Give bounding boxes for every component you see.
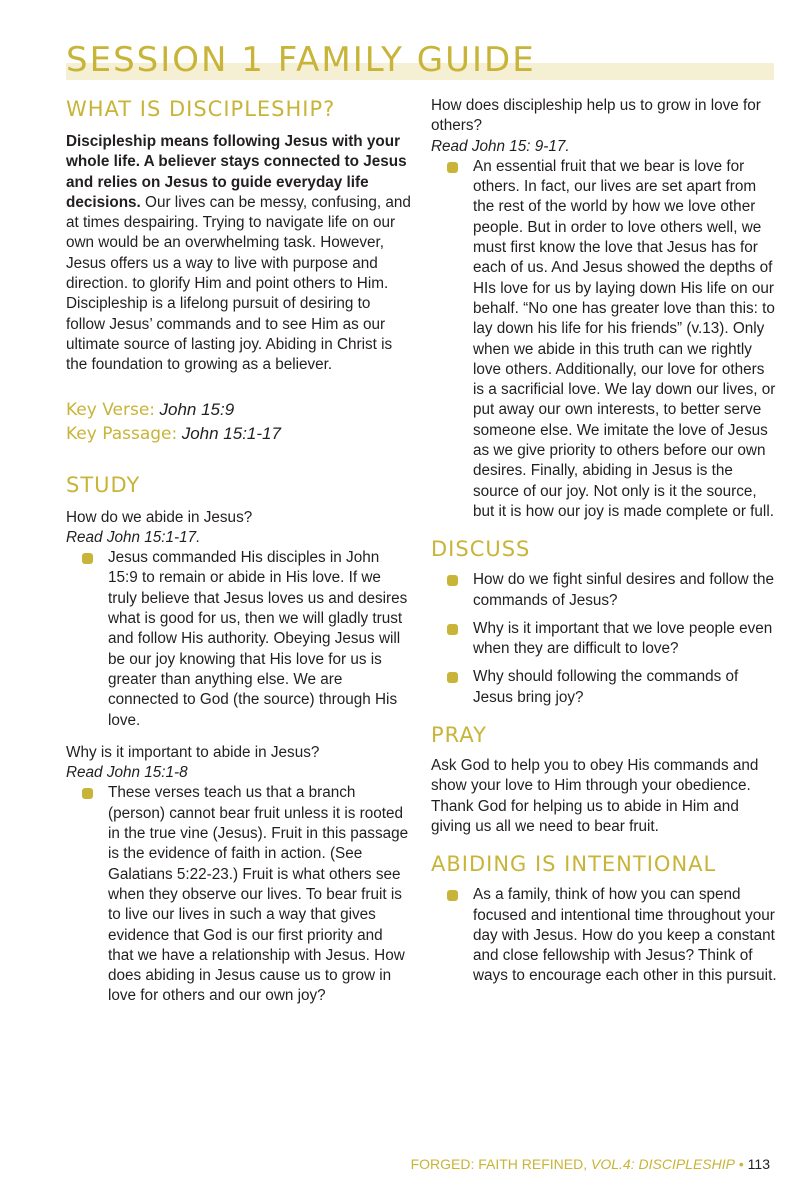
footer-series: FORGED: FAITH REFINED, bbox=[410, 1156, 592, 1172]
pray-heading: PRAY bbox=[431, 723, 487, 748]
bullet-icon bbox=[82, 553, 93, 564]
footer-volume: VOL.4: DISCIPLESHIP bbox=[591, 1156, 735, 1172]
key-passage-line bbox=[66, 422, 412, 446]
intro-text: Our lives can be messy, confusing, and at times despairing. Trying to navigate life on our own would be an overwhelming task. However, Jesus offers us a way to live with purpose and direction. to glorify Him and point others to Him. Discipleship is a lifelong pursuit of desiring to follow Jesus’ commands and to see Him as our ultimate source of lasting joy. Abiding in Christ is the foundation to growing as a believer. bbox=[66, 193, 411, 374]
list-item: Jesus commanded His disciples in John 15:9 to remain or abide in His love. If we truly believe that Jesus loves us and desires what is good for us, then we will gladly trust and follow His authority. Obeying Jesus will be our joy knowing that His love for us is greater than anything else. We are connected to God (the source) through His love. bbox=[66, 548, 412, 731]
bullet-icon bbox=[447, 162, 458, 173]
what-is-discipleship-heading: WHAT IS DISCIPLESHIP? bbox=[66, 97, 336, 121]
discuss-list bbox=[431, 570, 777, 708]
study-list-2 bbox=[66, 783, 412, 1006]
list-item: Why is it important that we love people even when they are difficult to love? bbox=[431, 619, 777, 660]
key-passage-label: Key Passage: bbox=[66, 423, 178, 444]
bullet-icon bbox=[447, 624, 458, 635]
study-reading-3: Read John 15: 9-17. bbox=[431, 137, 570, 155]
abiding-heading: ABIDING IS INTENTIONAL bbox=[431, 852, 717, 877]
page-title: SESSION 1 FAMILY GUIDE bbox=[66, 40, 536, 80]
page-footer bbox=[411, 1156, 770, 1172]
study-reading-1: Read John 15:1-17. bbox=[66, 528, 201, 546]
study-heading: STUDY bbox=[66, 472, 141, 497]
bullet-icon bbox=[82, 788, 93, 799]
footer-bullet: • bbox=[734, 1156, 748, 1172]
intro-paragraph bbox=[66, 132, 412, 376]
study-list-3 bbox=[431, 157, 777, 522]
study-list-1 bbox=[66, 548, 412, 731]
discuss-heading: DISCUSS bbox=[431, 537, 531, 562]
bullet-icon bbox=[447, 575, 458, 586]
list-item: Why should following the commands of Jesus bring joy? bbox=[431, 667, 777, 708]
right-column bbox=[431, 96, 777, 987]
study-question-2: Why is it important to abide in Jesus? bbox=[66, 743, 320, 761]
study-question-3: How does discipleship help us to grow in love for others? bbox=[431, 97, 761, 135]
bullet-icon bbox=[447, 672, 458, 683]
list-item: These verses teach us that a branch (person) cannot bear fruit unless it is rooted in the true vine (Jesus). Fruit in this passage is the evidence of faith in action. (See Galatians 5:22-23.) Fruit is what others see when they observe our lives. To bear fruit is to live our lives in such a way that gives evidence that God is our first priority and that we have a relationship with Jesus. How does abiding in Jesus cause us to grow in love for others and our own joy? bbox=[66, 783, 412, 1006]
left-column bbox=[66, 96, 412, 1007]
study-question-1: How do we abide in Jesus? bbox=[66, 508, 253, 526]
bullet-icon bbox=[447, 890, 458, 901]
key-verse-line bbox=[66, 398, 412, 422]
abiding-list bbox=[431, 885, 777, 986]
list-item: An essential fruit that we bear is love for others. In fact, our lives are set apart from the rest of the world by how we love other people. But in order to love others well, we must first know the love that Jesus has for each of us. And Jesus showed the depths of HIs love for us by laying down His life on our behalf. “No one has greater love than this: to lay down his life for his friends” (v.13). Only when we abide in this truth can we rightly love others. Additionally, our love for others is a sacrificial love. We lay down our lives, or put away our own interests, to better serve someone else. We imitate the love of Jesus as we give priority to others before our own desires. Finally, abiding in Jesus is the source of our joy. Not only is it the source, but it is how our joy is made complete or full. bbox=[431, 157, 777, 522]
page-number: 113 bbox=[747, 1156, 770, 1172]
list-item: As a family, think of how you can spend focused and intentional time throughout your day with Jesus. How do you keep a constant and close fellowship with Jesus? Think of ways to encourage each other in this pursuit. bbox=[431, 885, 777, 986]
study-reading-2: Read John 15:1-8 bbox=[66, 764, 188, 782]
pray-paragraph: Ask God to help you to obey His commands and show your love to Him through your obedience. Thank God for helping us to abide in Him and giving us all we need to bear fruit. bbox=[431, 757, 759, 835]
intro-bold-text: Discipleship means following Jesus with your whole life. A believer stays connected to Jesus and relies on Jesus to guide everyday life decisions. bbox=[66, 133, 407, 211]
key-verse-value: John 15:9 bbox=[159, 399, 235, 419]
list-item: How do we fight sinful desires and follow the commands of Jesus? bbox=[431, 570, 777, 611]
key-passage-value: John 15:1-17 bbox=[181, 423, 281, 443]
key-verse-label: Key Verse: bbox=[66, 399, 156, 420]
